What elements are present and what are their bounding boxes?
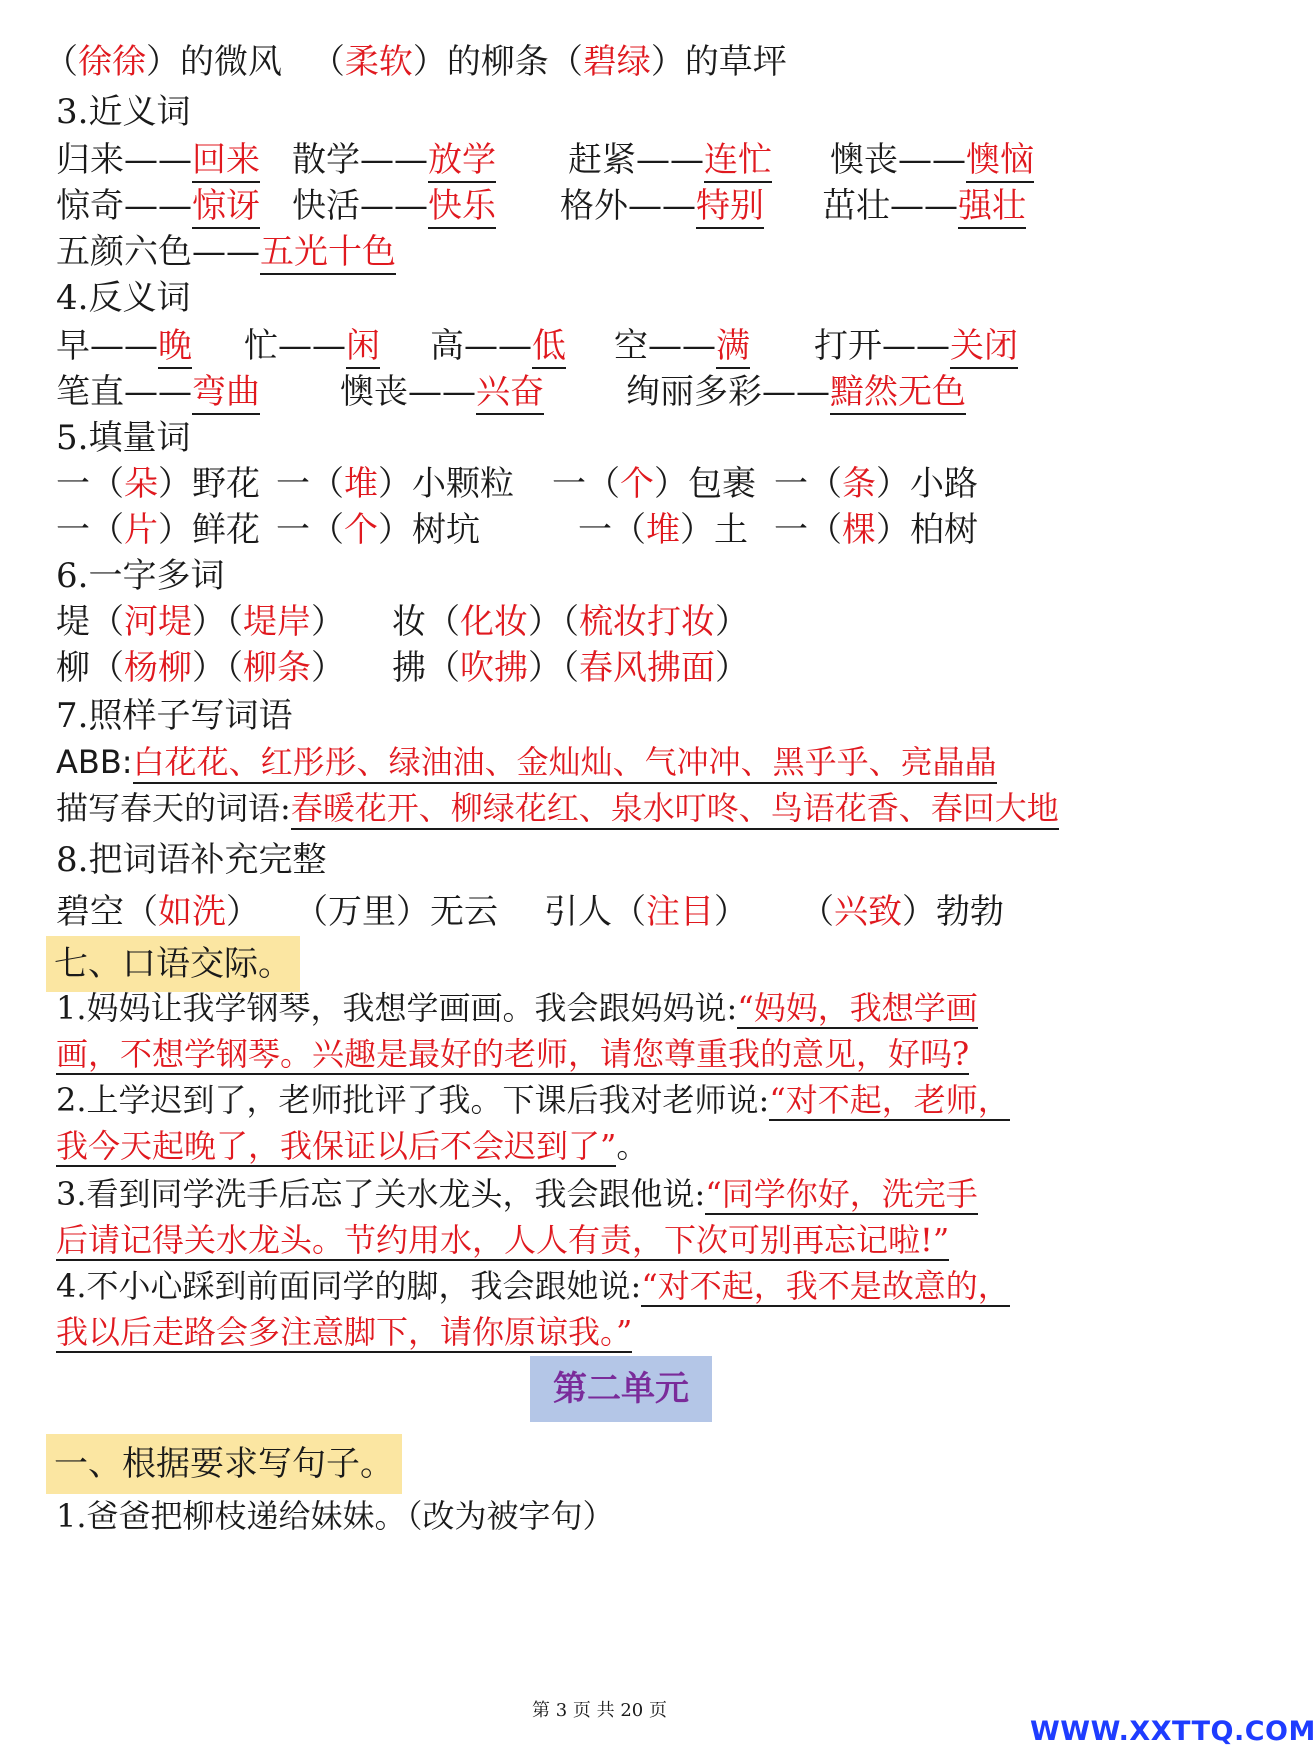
oral-item: 3.看到同学洗手后忘了关水龙头，我会跟他说:“同学你好，洗完手 <box>56 1175 978 1213</box>
section-title-complete-words: 8.把词语补充完整 <box>56 840 327 880</box>
section-title-measure-words: 5.填量词 <box>56 418 191 458</box>
unit-title: 第二单元 <box>530 1356 712 1422</box>
section-title-multi-words: 6.一字多词 <box>56 556 225 596</box>
oral-item: 2.上学迟到了，老师批评了我。下课后我对老师说:“对不起，老师， <box>56 1081 1010 1119</box>
synonym-row: 归来——回来 散学——放学 赶紧——连忙 懊丧——懊恼 <box>0 138 1240 182</box>
adj-noun-item: （徐徐）的微风 <box>44 42 282 82</box>
section-heading-oral: 七、口语交际。 <box>46 936 300 992</box>
abb-row: ABB:白花花、红彤彤、绿油油、金灿灿、气冲冲、黑乎乎、亮晶晶 <box>56 740 997 784</box>
synonym-row: 五颜六色——五光十色 <box>56 230 396 274</box>
watermark: WWW.XXTTQ.COM <box>1030 1716 1316 1747</box>
section-title-synonyms: 3.近义词 <box>56 92 191 132</box>
oral-item-cont: 我今天起晚了，我保证以后不会迟到了”。 <box>56 1127 649 1165</box>
antonym-row: 早——晚 忙——闲 高——低 空——满 打开——关闭 <box>0 324 1240 368</box>
oral-item-cont: 我以后走路会多注意脚下，请你原谅我。” <box>56 1313 633 1351</box>
adj-noun-row <box>44 40 787 84</box>
measure-row: 一（片）鲜花 一（个）树坑 一（堆）土 一（棵）柏树 <box>56 510 978 550</box>
oral-item-cont: 后请记得关水龙头。节约用水，人人有责，下次可别再忘记啦!” <box>56 1221 950 1259</box>
complete-words-row: 碧空（如洗） （万里）无云 引人（注目） （兴致）勃勃 <box>56 892 1004 932</box>
synonym-row: 惊奇——惊讶 快活——快乐 格外——特别 茁壮——强壮 <box>0 184 1240 228</box>
oral-item-cont: 画，不想学钢琴。兴趣是最好的老师，请您尊重我的意见，好吗? <box>56 1035 970 1073</box>
multi-word-row: 柳（杨柳）（柳条） 拂（吹拂）（春风拂面） <box>56 648 749 688</box>
page-number: 第 3 页 共 20 页 <box>532 1700 667 1721</box>
measure-row: 一（朵）野花 一（堆）小颗粒 一（个）包裹 一（条）小路 <box>56 464 978 504</box>
spring-words-row: 描写春天的词语:春暖花开、柳绿花红、泉水叮咚、鸟语花香、春回大地 <box>56 786 1059 830</box>
section-title-antonyms: 4.反义词 <box>56 278 191 318</box>
adj-noun-item: （碧绿）的草坪 <box>548 42 787 82</box>
oral-item: 4.不小心踩到前面同学的脚，我会跟她说:“对不起，我不是故意的， <box>56 1267 1010 1305</box>
section-heading-sentences: 一、根据要求写句子。 <box>46 1434 402 1494</box>
question-1: 1.爸爸把柳枝递给妹妹。（改为被字句） <box>56 1497 615 1535</box>
adj-noun-item: （柔软）的柳条 <box>310 42 549 82</box>
antonym-row: 笔直——弯曲 懊丧——兴奋 绚丽多彩——黯然无色 <box>0 370 1240 414</box>
section-title-pattern-words: 7.照样子写词语 <box>56 696 293 736</box>
oral-item: 1.妈妈让我学钢琴，我想学画画。我会跟妈妈说:“妈妈，我想学画 <box>56 989 978 1027</box>
multi-word-row: 堤（河堤）（堤岸） 妆（化妆）（梳妆打妆） <box>56 602 749 642</box>
